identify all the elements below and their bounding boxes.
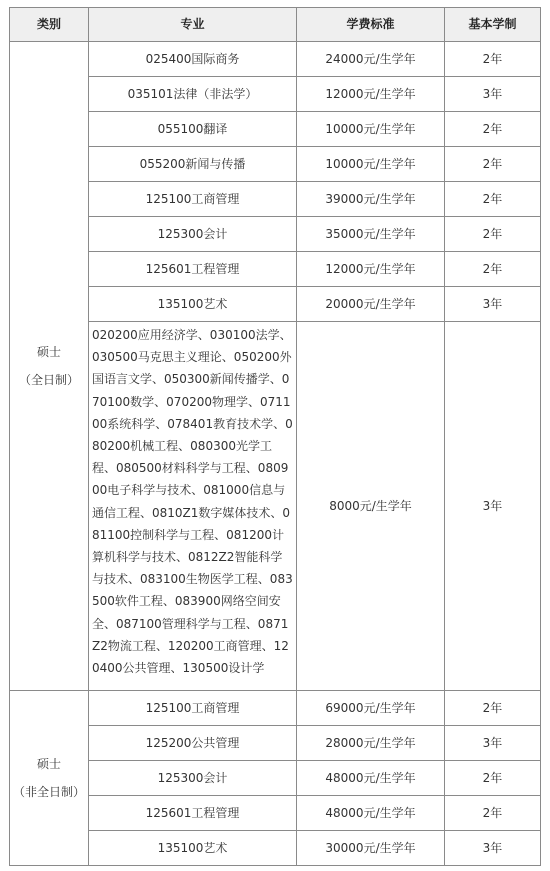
duration-cell: 2年 xyxy=(445,112,541,147)
table-row xyxy=(10,322,541,691)
major-cell: 125100工商管理 xyxy=(89,691,297,726)
fee-cell: 20000元/生学年 xyxy=(297,287,445,322)
duration-cell: 3年 xyxy=(445,287,541,322)
category-label: 硕士 xyxy=(36,757,61,771)
fee-cell: 12000元/生学年 xyxy=(297,252,445,287)
fee-cell: 30000元/生学年 xyxy=(297,831,445,866)
table-row xyxy=(10,217,541,252)
table-row xyxy=(10,726,541,761)
duration-cell: 2年 xyxy=(445,147,541,182)
duration-cell: 3年 xyxy=(445,77,541,112)
major-cell: 135100艺术 xyxy=(89,831,297,866)
major-cell: 125601工程管理 xyxy=(89,252,297,287)
duration-cell: 2年 xyxy=(445,217,541,252)
major-cell: 055200新闻与传播 xyxy=(89,147,297,182)
table-row xyxy=(10,252,541,287)
duration-cell: 2年 xyxy=(445,691,541,726)
table-row xyxy=(10,831,541,866)
duration-cell: 2年 xyxy=(445,42,541,77)
table-row xyxy=(10,147,541,182)
table-row xyxy=(10,42,541,77)
fee-cell: 24000元/生学年 xyxy=(297,42,445,77)
fee-cell: 48000元/生学年 xyxy=(297,796,445,831)
fee-cell: 10000元/生学年 xyxy=(297,112,445,147)
fee-cell: 12000元/生学年 xyxy=(297,77,445,112)
table-row xyxy=(10,761,541,796)
category-cell-parttime xyxy=(10,691,89,866)
duration-cell: 3年 xyxy=(445,831,541,866)
header-major: 专业 xyxy=(89,8,297,42)
duration-cell: 2年 xyxy=(445,761,541,796)
major-cell: 025400国际商务 xyxy=(89,42,297,77)
duration-cell: 2年 xyxy=(445,252,541,287)
duration-cell: 2年 xyxy=(445,182,541,217)
major-cell: 035101法律（非法学） xyxy=(89,77,297,112)
major-cell: 135100艺术 xyxy=(89,287,297,322)
fee-cell: 28000元/生学年 xyxy=(297,726,445,761)
category-sublabel: （非全日制） xyxy=(12,785,85,799)
header-fee: 学费标准 xyxy=(297,8,445,42)
major-cell-academic-list: 020200应用经济学、030100法学、030500马克思主义理论、050200外国语言文学、050300新闻传播学、070100数学、070200物理学、071100系统科学、078401教育技术学、080200机械工程、080300光学工程、080500材料科学与工程、080900电子科学与技术、081000信息与通信工程、0810Z1数字媒体技术、081100控制科学与工程、081200计算机科学与技术、0812Z2智能科学与技术、083100生物医学工程、083500软件工程、083900网络空间安全、087100管理科学与工程、0871Z2物流工程、120200工商管理、120400公共管理、130500设计学 xyxy=(89,322,297,691)
category-label: 硕士 xyxy=(36,345,61,359)
major-cell: 125300会计 xyxy=(89,761,297,796)
duration-cell: 2年 xyxy=(445,796,541,831)
duration-cell: 3年 xyxy=(445,322,541,691)
major-cell: 125100工商管理 xyxy=(89,182,297,217)
table-row xyxy=(10,112,541,147)
fee-cell: 10000元/生学年 xyxy=(297,147,445,182)
major-cell: 125300会计 xyxy=(89,217,297,252)
table-row xyxy=(10,691,541,726)
major-cell: 055100翻译 xyxy=(89,112,297,147)
category-sublabel: （全日制） xyxy=(18,373,79,387)
header-row xyxy=(10,8,541,42)
header-category: 类别 xyxy=(10,8,89,42)
table-row xyxy=(10,182,541,217)
major-cell: 125601工程管理 xyxy=(89,796,297,831)
table-row xyxy=(10,77,541,112)
category-cell-fulltime xyxy=(10,42,89,691)
fee-cell: 69000元/生学年 xyxy=(297,691,445,726)
tuition-table xyxy=(9,7,541,866)
major-cell: 125200公共管理 xyxy=(89,726,297,761)
header-duration: 基本学制 xyxy=(445,8,541,42)
table-row xyxy=(10,796,541,831)
table-row xyxy=(10,287,541,322)
fee-cell: 48000元/生学年 xyxy=(297,761,445,796)
fee-cell: 39000元/生学年 xyxy=(297,182,445,217)
duration-cell: 3年 xyxy=(445,726,541,761)
fee-cell: 8000元/生学年 xyxy=(297,322,445,691)
fee-cell: 35000元/生学年 xyxy=(297,217,445,252)
